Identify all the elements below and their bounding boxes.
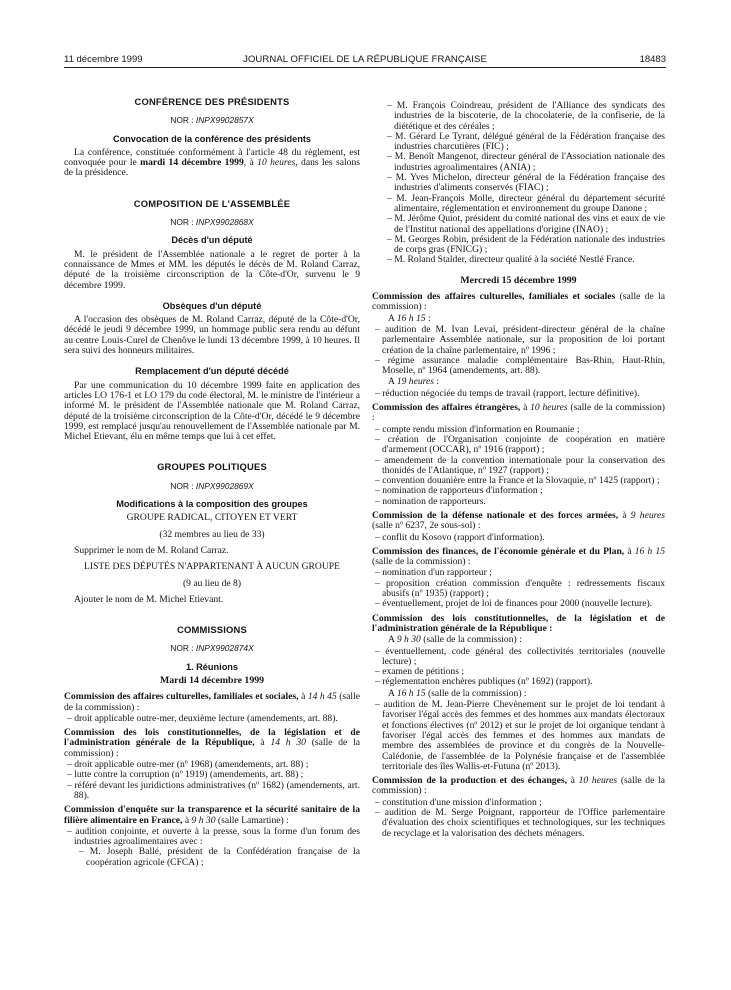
agenda-item: – M. Georges Robin, président de la Fédération nationale des industries de corps gras (FNICG) ; xyxy=(387,233,665,256)
meeting-day: Mardi 14 décembre 1999 xyxy=(159,674,265,686)
meeting-time: A 9 h 30 (salle de la commission) : xyxy=(388,634,522,646)
agenda-item: – nomination d'un rapporteur ; xyxy=(375,567,492,579)
commission-heading: Commission des affaires culturelles, familiales et sociales, à 14 h 45 (salle de la commission) : xyxy=(64,691,360,713)
agenda-item: – M. Gérard Le Tyrant, délégué général de la Fédération française des industries charcutières (FIC) ; xyxy=(387,130,665,153)
header-rule xyxy=(64,67,666,68)
nor-reference: NOR : INPX9902868X xyxy=(170,217,254,228)
commission-heading: Commission des finances, de l'économie générale et du Plan, à 16 h 15 (salle de la commission) : xyxy=(372,545,665,568)
group-name: LISTE DES DÉPUTÉS N'APPARTENANT À AUCUN GROUPE xyxy=(84,561,340,573)
subsection-title: Modifications à la composition des groupes xyxy=(116,499,308,510)
agenda-item: – amendement de la convention internationale pour la conservation des thonidés de l'Atlantique, nº 1927 (rapport) ; xyxy=(375,454,665,476)
journal-title: JOURNAL OFFICIEL DE LA RÉPUBLIQUE FRANÇAISE xyxy=(243,54,487,65)
section-title: COMMISSIONS xyxy=(177,624,247,636)
agenda-item: – conflit du Kosovo (rapport d'information). xyxy=(375,531,545,543)
agenda-item: – constitution d'une mission d'information ; xyxy=(375,796,542,808)
subsection-title: Décès d'un député xyxy=(171,235,253,246)
agenda-item: – proposition création commission d'enquête : redressements fiscaux abusifs (nº 1935) (rapport) ; xyxy=(375,577,665,600)
meeting-day: Mercredi 15 décembre 1999 xyxy=(460,274,577,286)
subsection-title: Convocation de la conférence des présidents xyxy=(112,133,312,144)
agenda-item: – audition de M. Jean-Pierre Chevènement sur le projet de loi tendant à favoriser l'égal accès des femmes et des hommes aux mandats électoraux et fonctions électives (nº 2012) et sur le projet de loi organique tendant à favoriser l'égal accès des femmes et des hommes aux mandats de membre des assemblées de province et du congrès de la Nouvelle-Calédonie, de l'assemblée de la Polynésie française et de l'assemblée territoriale des îles Wallis-et-Futuna (nº 2013). xyxy=(375,699,665,772)
agenda-item: – éventuellement, code général des collectivités territoriales (nouvelle lecture) ; xyxy=(375,645,665,667)
nor-reference: NOR : INPX9902857X xyxy=(170,115,254,126)
left-column xyxy=(64,97,360,868)
agenda-item: – M. Roland Stalder, directeur qualité à la société Nestlé France. xyxy=(387,254,635,266)
agenda-item: – M. Joseph Ballé, président de la Confédération française de la coopération agricole (CFCA) ; xyxy=(79,846,360,868)
agenda-item: – réglementation enchères publiques (nº 1692) (rapport). xyxy=(375,676,593,688)
group-action: Supprimer le nom de M. Roland Carraz. xyxy=(74,544,229,556)
agenda-item: – M. Jérôme Quiot, président du comité national des vins et eaux de vie de l'Institut national des appellations d'origine (INAO) ; xyxy=(387,213,665,235)
nor-reference: NOR : INPX9902869X xyxy=(170,480,254,491)
agenda-item: – droit applicable outre-mer, deuxième lecture (amendements, art. 88). xyxy=(67,712,338,724)
commission-heading: Commission d'enquête sur la transparence et la sécurité sanitaire de la filière alimentaire en France, à 9 h 30 (salle Lamartine) : xyxy=(64,804,360,826)
meeting-time: A 19 heures : xyxy=(388,376,440,388)
paragraph: La conférence, constituée conformément à l'article 48 du règlement, est convoquée pour le mardi 14 décembre 1999, à 10 heures, dans les salons de la présidence. xyxy=(64,146,360,179)
agenda-item: – M. Benoît Mangenot, directeur général de l'Association nationale des industries agroalimentaires (ANIA) ; xyxy=(387,151,665,173)
commission-heading: Commission des affaires culturelles, familiales et sociales (salle de la commission) : xyxy=(372,291,666,313)
agenda-item: – référé devant les juridictions administratives (nº 1682) (amendements, art. 88). xyxy=(67,779,360,801)
agenda-item: – audition de M. Ivan Levaï, président-directeur général de la chaîne parlementaire Assemblée nationale, sur la proposition de loi portant création de la chaîne parlementaire, nº 1996 ; xyxy=(375,323,665,356)
agenda-item: – éventuellement, projet de loi de finances pour 2000 (nouvelle lecture). xyxy=(375,598,653,610)
agenda-item: – droit applicable outre-mer (nº 1968) (amendements, art. 88) ; xyxy=(67,759,309,771)
page-number: 18483 xyxy=(639,54,666,65)
paragraph: M. le président de l'Assemblée nationale a le regret de porter à la connaissance de Mmes et MM. les députés le décès de M. Roland Carraz, député de la troisième circonscription de la Côte-d'Or, survenu le 9 décembre 1999. xyxy=(64,248,360,291)
agenda-item: – lutte contre la corruption (nº 1919) (amendements, art. 88) ; xyxy=(67,769,304,781)
agenda-item: – M. Jean-François Molle, directeur général du département sécurité alimentaire, réglementation et environnement du groupe Danone ; xyxy=(387,192,665,214)
commission-heading: Commission de la production et des échanges, à 10 heures (salle de la commission) : xyxy=(372,775,665,797)
group-count: (32 membres au lieu de 33) xyxy=(159,528,265,540)
meeting-time: A 16 h 15 : xyxy=(388,312,431,324)
group-name: GROUPE RADICAL, CITOYEN ET VERT xyxy=(126,512,298,524)
paragraph: Par une communication du 10 décembre 1999 faite en application des articles LO 176-1 et LO 179 du code électoral, M. le ministre de l'intérieur a informé M. le président de l'Assemblée nationale que M. Roland Carraz, député de la troisième circonscription de la Côte-d'Or, décédé le 9 décembre 1999, est remplacé jusqu'au renouvellement de l'Assemblée nationale par M. Michel Etievant, élu en même temps que lui à cet effet. xyxy=(64,379,360,443)
agenda-item: – convention douanière entre la France et la Slovaquie, nº 1425 (rapport) ; xyxy=(375,475,660,487)
section-title: GROUPES POLITIQUES xyxy=(157,461,267,473)
commission-heading: Commission des lois constitutionnelles, de la législation et de l'administration générale de la République, à 14 h 30 (salle de la commission) : xyxy=(64,727,361,759)
meeting-time: A 16 h 15 (salle de la commission) : xyxy=(388,687,527,699)
commission-heading: Commission des lois constitutionnelles, de la législation et de l'administration générale de la République : xyxy=(372,612,665,634)
paragraph: A l'occasion des obsèques de M. Roland Carraz, député de la Côte-d'Or, décédé le jeudi 9 décembre 1999, un hommage public sera rendu au défunt au centre Louis-Curel de Chenôve le lundi 13 décembre 1999, à 10 heures. Il sera suivi des honneurs militaires. xyxy=(64,314,360,357)
commission-heading: Commission des affaires étrangères, à 10 heures (salle de la commission) : xyxy=(372,402,665,424)
agenda-item: – régime assurance maladie complémentaire Bas-Rhin, Haut-Rhin, Moselle, nº 1964 (amendements, art. 88). xyxy=(375,354,665,377)
agenda-item: – audition de M. Serge Poignant, rapporteur de l'Office parlementaire d'évaluation des choix scientifiques et technologiques, sur les techniques de recyclage et la valorisation des déchets ménagers. xyxy=(375,807,665,839)
agenda-item: – audition conjointe, et ouverte à la presse, sous la forme d'un forum des industries agroalimentaires avec : xyxy=(67,825,360,848)
agenda-item: – création de l'Organisation conjointe de coopération en matière d'armement (OCCAR), nº 1916 (rapport) ; xyxy=(375,433,665,456)
right-column xyxy=(372,101,665,839)
agenda-item: – nomination de rapporteurs d'information ; xyxy=(375,485,543,497)
agenda-item: – M. Yves Michelon, directeur général de la Fédération française des industries d'aliments conservés (FIAC) ; xyxy=(387,172,665,194)
agenda-item: – examen de pétitions ; xyxy=(375,666,464,678)
page-header xyxy=(64,54,666,68)
subsection-title: 1. Réunions xyxy=(185,661,239,672)
section-title: COMPOSITION DE L'ASSEMBLÉE xyxy=(133,197,291,209)
agenda-item: – compte rendu mission d'information en Roumanie ; xyxy=(375,423,580,435)
agenda-item: – nomination de rapporteurs. xyxy=(375,495,486,507)
subsection-title: Obsèques d'un député xyxy=(162,300,262,311)
commission-heading: Commission de la défense nationale et des forces armées, à 9 heures (salle nº 6237, 2e sous-sol) : xyxy=(372,509,665,532)
subsection-title: Remplacement d'un député décédé xyxy=(135,366,289,377)
agenda-item: – M. François Coindreau, président de l'Alliance des syndicats des industries de la biscoterie, de la chocolaterie, de la confiserie, de la diététique et des céréales ; xyxy=(387,100,665,132)
agenda-item: – réduction négociée du temps de travail (rapport, lecture définitive). xyxy=(375,387,640,399)
group-count: (9 au lieu de 8) xyxy=(182,577,242,589)
section-title: CONFÉRENCE DES PRÉSIDENTS xyxy=(134,96,290,107)
nor-reference: NOR : INPX9902874X xyxy=(170,643,254,654)
issue-date: 11 décembre 1999 xyxy=(64,54,143,65)
group-action: Ajouter le nom de M. Michel Etievant. xyxy=(74,593,224,605)
